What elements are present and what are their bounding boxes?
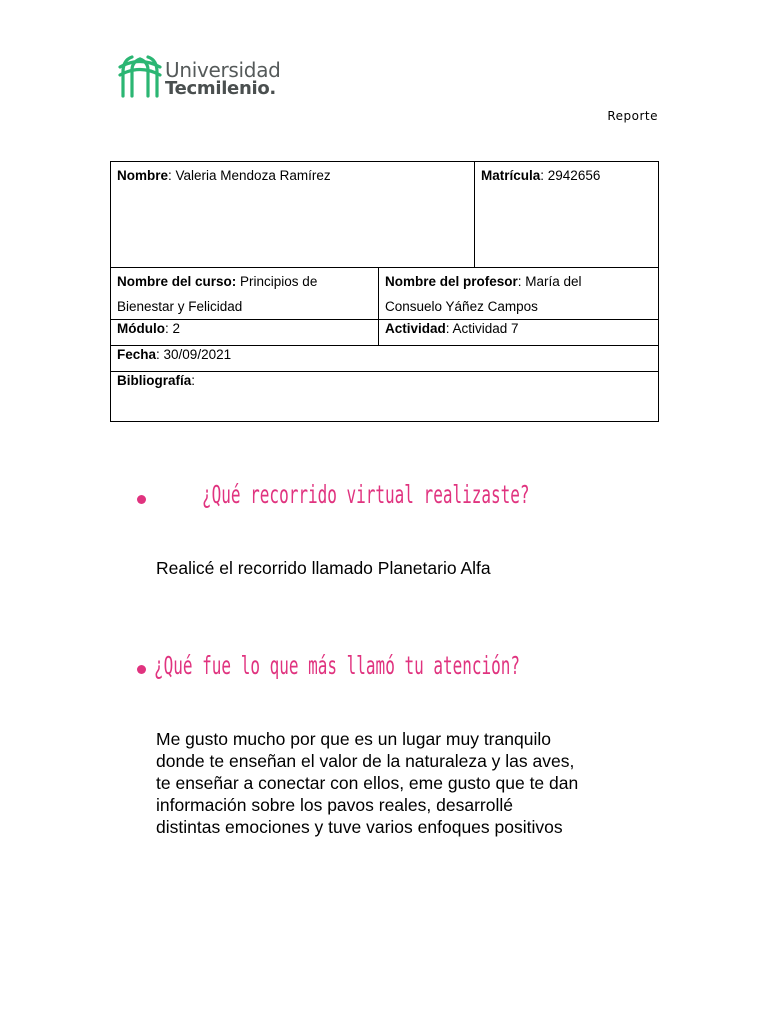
report-label: Reporte xyxy=(607,109,658,123)
answer-paragraph xyxy=(156,728,578,838)
answer-line: te enseñar a conectar con ellos, eme gusto que te dan xyxy=(156,773,579,793)
course-value-continued: Bienestar y Felicidad xyxy=(117,299,243,314)
date-value: : 30/09/2021 xyxy=(156,347,232,362)
module-value: : 2 xyxy=(164,321,180,336)
activity-value: : Actividad 7 xyxy=(445,321,519,336)
name-cell xyxy=(111,162,474,189)
logo-tecmilenio-text: Tecmilenio. xyxy=(165,78,276,99)
matricula-label: Matrícula xyxy=(481,168,541,183)
answer-line: donde te enseñan el valor de la naturaleza y las aves, xyxy=(156,751,575,771)
bullet-icon xyxy=(137,665,146,674)
matricula-cell xyxy=(475,162,658,189)
answer-line: distintas emociones y tuve varios enfoques positivos xyxy=(156,817,563,837)
question-heading: ¿Qué recorrido virtual realizaste? xyxy=(202,480,530,509)
answer-line: Me gusto mucho por que es un lugar muy tranquilo xyxy=(156,729,551,749)
name-value: : Valeria Mendoza Ramírez xyxy=(168,168,331,183)
date-label: Fecha xyxy=(117,347,157,362)
bibliography-value: : xyxy=(191,373,196,388)
question-heading: ¿Qué fue lo que más llamó tu atención? xyxy=(154,651,521,680)
answer-line: información sobre los pavos reales, desarrollé xyxy=(156,795,513,815)
professor-value: : María del xyxy=(517,274,582,289)
activity-cell xyxy=(379,320,658,337)
course-value: Principios de xyxy=(236,274,318,289)
professor-label: Nombre del profesor xyxy=(385,274,518,289)
answer-line: Realicé el recorrido llamado Planetario Alfa xyxy=(156,558,491,578)
university-logo xyxy=(118,54,288,100)
professor-cell xyxy=(379,268,658,320)
bibliography-cell xyxy=(111,372,658,389)
course-cell xyxy=(111,268,378,320)
student-info-table xyxy=(110,161,659,422)
tecmilenio-logo-icon xyxy=(118,54,162,98)
course-label: Nombre del curso: xyxy=(117,274,237,289)
date-cell xyxy=(111,346,658,363)
professor-value-continued: Consuelo Yáñez Campos xyxy=(385,299,538,314)
answer-paragraph xyxy=(156,557,491,579)
activity-label: Actividad xyxy=(385,321,446,336)
logo-university-text: Universidad xyxy=(165,58,281,82)
module-cell xyxy=(111,320,378,337)
module-label: Módulo xyxy=(117,321,165,336)
matricula-value: : 2942656 xyxy=(540,168,601,183)
bullet-icon xyxy=(137,495,146,504)
name-label: Nombre xyxy=(117,168,169,183)
bibliography-label: Bibliografía xyxy=(117,373,192,388)
